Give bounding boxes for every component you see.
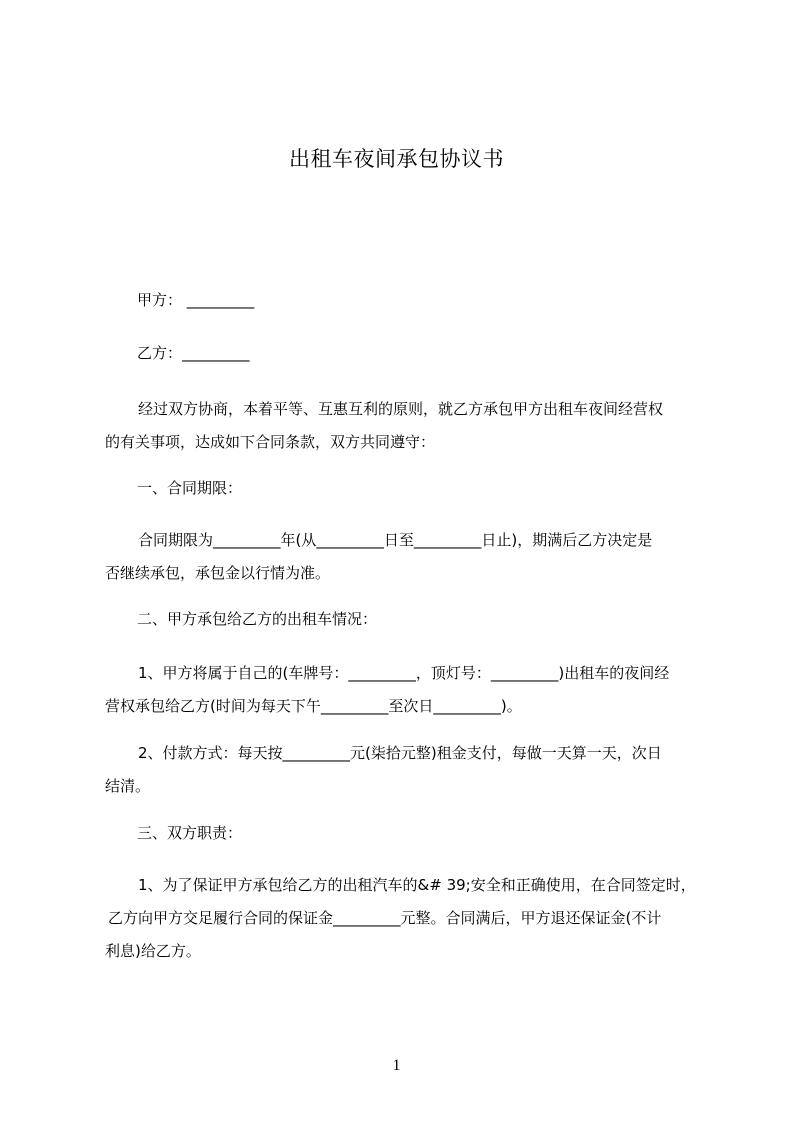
section2-item2-line-1: 2、付款方式：每天按_________元(柒拾元整)租金支付，每做一天算一天，次日 — [138, 744, 662, 762]
intro-line-2: 的有关事项，达成如下合同条款，双方共同遵守： — [105, 433, 436, 451]
section1-line-1: 合同期限为_________年(从_________日至_________日止)，期满后乙方决定是 — [138, 531, 653, 549]
page-number: 1 — [392, 1057, 401, 1074]
section3-item1-line-1: 1、为了保证甲方承包给乙方的出租汽车的&# 39;安全和正确使用，在合同签定时， — [138, 876, 696, 894]
section3-heading: 三、双方职责： — [137, 824, 243, 842]
section2-heading: 二、甲方承包给乙方的出租车情况： — [137, 610, 378, 628]
section2-item1-line-2: 营权承包给乙方(时间为每天下午_________至次日_________)。 — [105, 697, 522, 715]
section1-line-2: 否继续承包，承包金以行情为准。 — [105, 564, 331, 582]
section2-item1-line-1: 1、甲方将属于自己的(车牌号：_________，顶灯号：_________)出租车的夜间经 — [138, 664, 670, 682]
intro-paragraph — [105, 393, 705, 459]
document-title: 出租车夜间承包协议书 — [289, 147, 504, 171]
section3-item1-paragraph — [105, 869, 705, 968]
section3-item1-line-3: 利息)给乙方。 — [105, 942, 201, 960]
section1-paragraph — [105, 524, 705, 590]
section2-item2-line-2: 结清。 — [105, 777, 151, 795]
party-a-line: 甲方： _________ — [137, 291, 255, 309]
section3-item1-line-2: 乙方向甲方交足履行合同的保证金_________元整。合同满后，甲方退还保证金(不计 — [108, 909, 662, 927]
section1-heading: 一、合同期限： — [137, 479, 243, 497]
party-b-line: 乙方：_________ — [137, 344, 250, 362]
section2-item1-paragraph — [105, 657, 705, 723]
intro-line-1: 经过双方协商，本着平等、互惠互利的原则，就乙方承包甲方出租车夜间经营权 — [138, 400, 664, 418]
section2-item2-paragraph — [105, 737, 705, 803]
